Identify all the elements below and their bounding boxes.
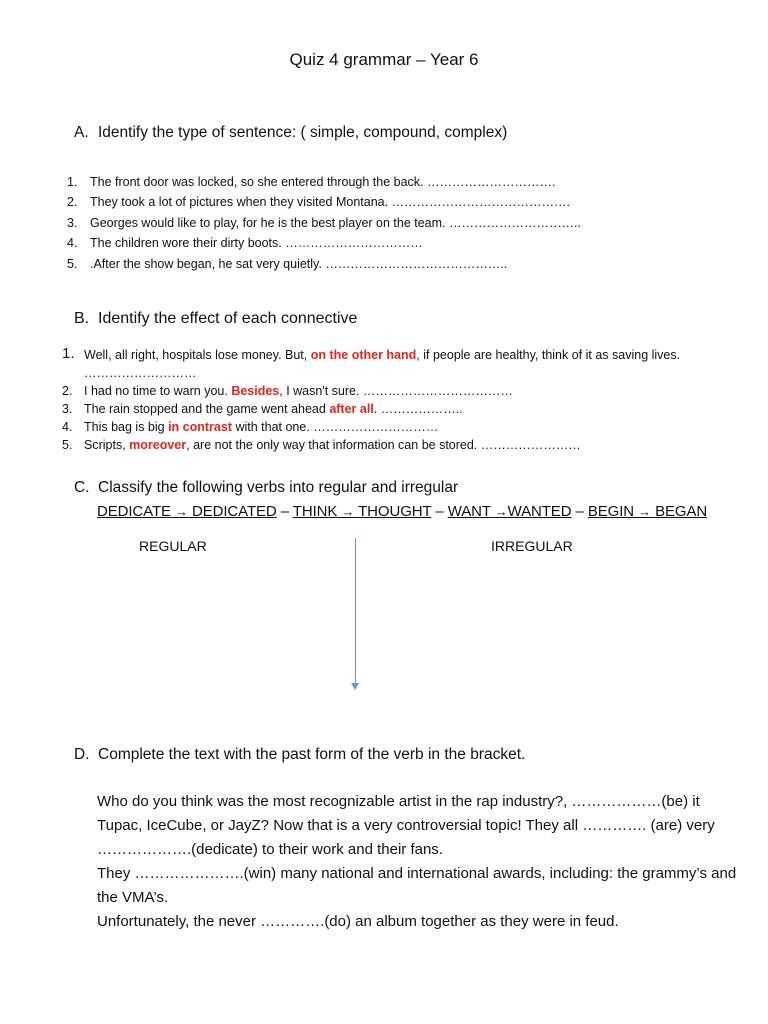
verb-past: THOUGHT	[358, 503, 432, 520]
section-a-title: Identify the type of sentence: ( simple, compound, complex)	[98, 124, 508, 141]
section-d-title: Complete the text with the past form of the verb in the bracket.	[98, 746, 526, 763]
list-item	[62, 418, 722, 436]
section-a-list	[67, 172, 581, 274]
section-c-heading	[74, 479, 458, 497]
section-c-letter: C.	[74, 479, 90, 496]
paragraph-line: Unfortunately, the never ………….(do) an album together as they were in feud.	[97, 913, 619, 930]
verb-pair-begin	[588, 503, 707, 520]
section-b-letter: B.	[74, 310, 90, 327]
verb-base: DEDICATE	[97, 503, 171, 520]
item-text-before: Well, all right, hospitals lose money. But,	[84, 348, 311, 362]
item-number: 2.	[67, 195, 78, 210]
connective-highlight: after all	[329, 402, 374, 416]
section-a-letter: A.	[74, 124, 89, 141]
item-number: 2.	[62, 384, 73, 398]
arrow-right-icon: →	[638, 504, 652, 519]
connective-highlight: moreover	[129, 438, 187, 452]
item-number: 1.	[62, 345, 75, 362]
item-number: 3.	[62, 402, 73, 416]
verb-pair-want	[448, 503, 572, 520]
verb-base: WANT	[447, 503, 491, 520]
paragraph-line: Who do you think was the most recognizable artist in the rap industry?, ………………(be) it Tupac, IceCube, or JayZ? Now that is a very controversial topic! They all …………. (are) very ……………….(dedicate) to their work and their fans.	[97, 793, 715, 858]
item-number: 3.	[67, 215, 78, 230]
list-item	[67, 172, 581, 192]
section-a-heading	[74, 124, 507, 142]
arrow-down-icon	[351, 683, 359, 690]
arrow-right-icon: →	[175, 504, 188, 519]
item-text-after: , are not the only way that information can be stored. ……………………	[186, 438, 581, 452]
list-item	[62, 400, 722, 418]
item-text: The children wore their dirty boots. ……………………………	[90, 236, 423, 251]
item-number: 4.	[62, 420, 73, 434]
irregular-column-label: IRREGULAR	[491, 538, 573, 554]
list-item	[67, 254, 581, 274]
item-text-before: This bag is big	[84, 420, 169, 434]
section-d-heading	[74, 746, 525, 764]
dash-separator: –	[280, 503, 289, 520]
item-text-before: The rain stopped and the game went ahead	[84, 402, 330, 416]
section-c-title: Classify the following verbs into regular and irregular	[98, 479, 459, 496]
item-text: .After the show began, he sat very quietly. ……………………………………..	[90, 256, 508, 271]
section-d-letter: D.	[74, 746, 90, 763]
list-item	[62, 382, 722, 400]
verb-past: WANTED	[507, 503, 572, 520]
item-text-after: with that one. …………………………	[231, 420, 439, 434]
item-text-before: I had no time to warn you.	[84, 384, 232, 398]
section-b-list	[62, 346, 722, 454]
item-number: 5.	[67, 256, 78, 271]
verb-base: BEGIN	[587, 503, 635, 520]
item-text-after: . ………………..	[373, 402, 463, 416]
arrow-right-icon: →	[494, 504, 508, 519]
page-title: Quiz 4 grammar – Year 6	[289, 50, 479, 69]
list-item	[67, 213, 581, 233]
section-b-heading	[74, 310, 357, 328]
cloze-paragraph	[97, 790, 737, 934]
paragraph-line: They ………………….(win) many national and international awards, including: the grammy’s and the VMA’s.	[97, 865, 737, 906]
item-text-before: Scripts,	[84, 438, 130, 452]
section-b-title: Identify the effect of each connective	[98, 310, 358, 327]
list-item	[62, 346, 722, 382]
item-number: 5.	[62, 438, 73, 452]
list-item	[67, 192, 581, 212]
item-number: 4.	[67, 236, 78, 251]
verb-past: DEDICATED	[192, 503, 277, 520]
item-text: Georges would like to play, for he is the best player on the team. …………………………..	[90, 215, 581, 230]
verb-pairs	[97, 503, 707, 520]
list-item	[67, 233, 581, 253]
verb-pair-dedicate	[97, 503, 277, 520]
item-number: 1.	[67, 175, 78, 189]
dash-separator: –	[435, 503, 444, 520]
connective-highlight: on the other hand	[310, 348, 417, 362]
item-text-after: , I wasn't sure. ………………………………	[279, 384, 513, 398]
item-text-after: , if people are healthy, think of it as saving lives. ………………………	[84, 348, 681, 380]
regular-column-label: REGULAR	[139, 538, 207, 554]
arrow-right-icon: →	[341, 504, 355, 519]
item-text: They took a lot of pictures when they visited Montana. …………………………………….	[90, 195, 571, 210]
column-divider-arrow	[355, 538, 356, 684]
list-item	[62, 436, 722, 454]
verb-pair-think	[293, 503, 431, 520]
verb-base: THINK	[292, 503, 338, 520]
verb-past: BEGAN	[655, 503, 708, 520]
connective-highlight: in contrast	[168, 420, 232, 434]
dash-separator: –	[575, 503, 584, 520]
connective-highlight: Besides	[231, 384, 280, 398]
item-text: The front door was locked, so she entered through the back. ………………………….	[90, 175, 556, 189]
